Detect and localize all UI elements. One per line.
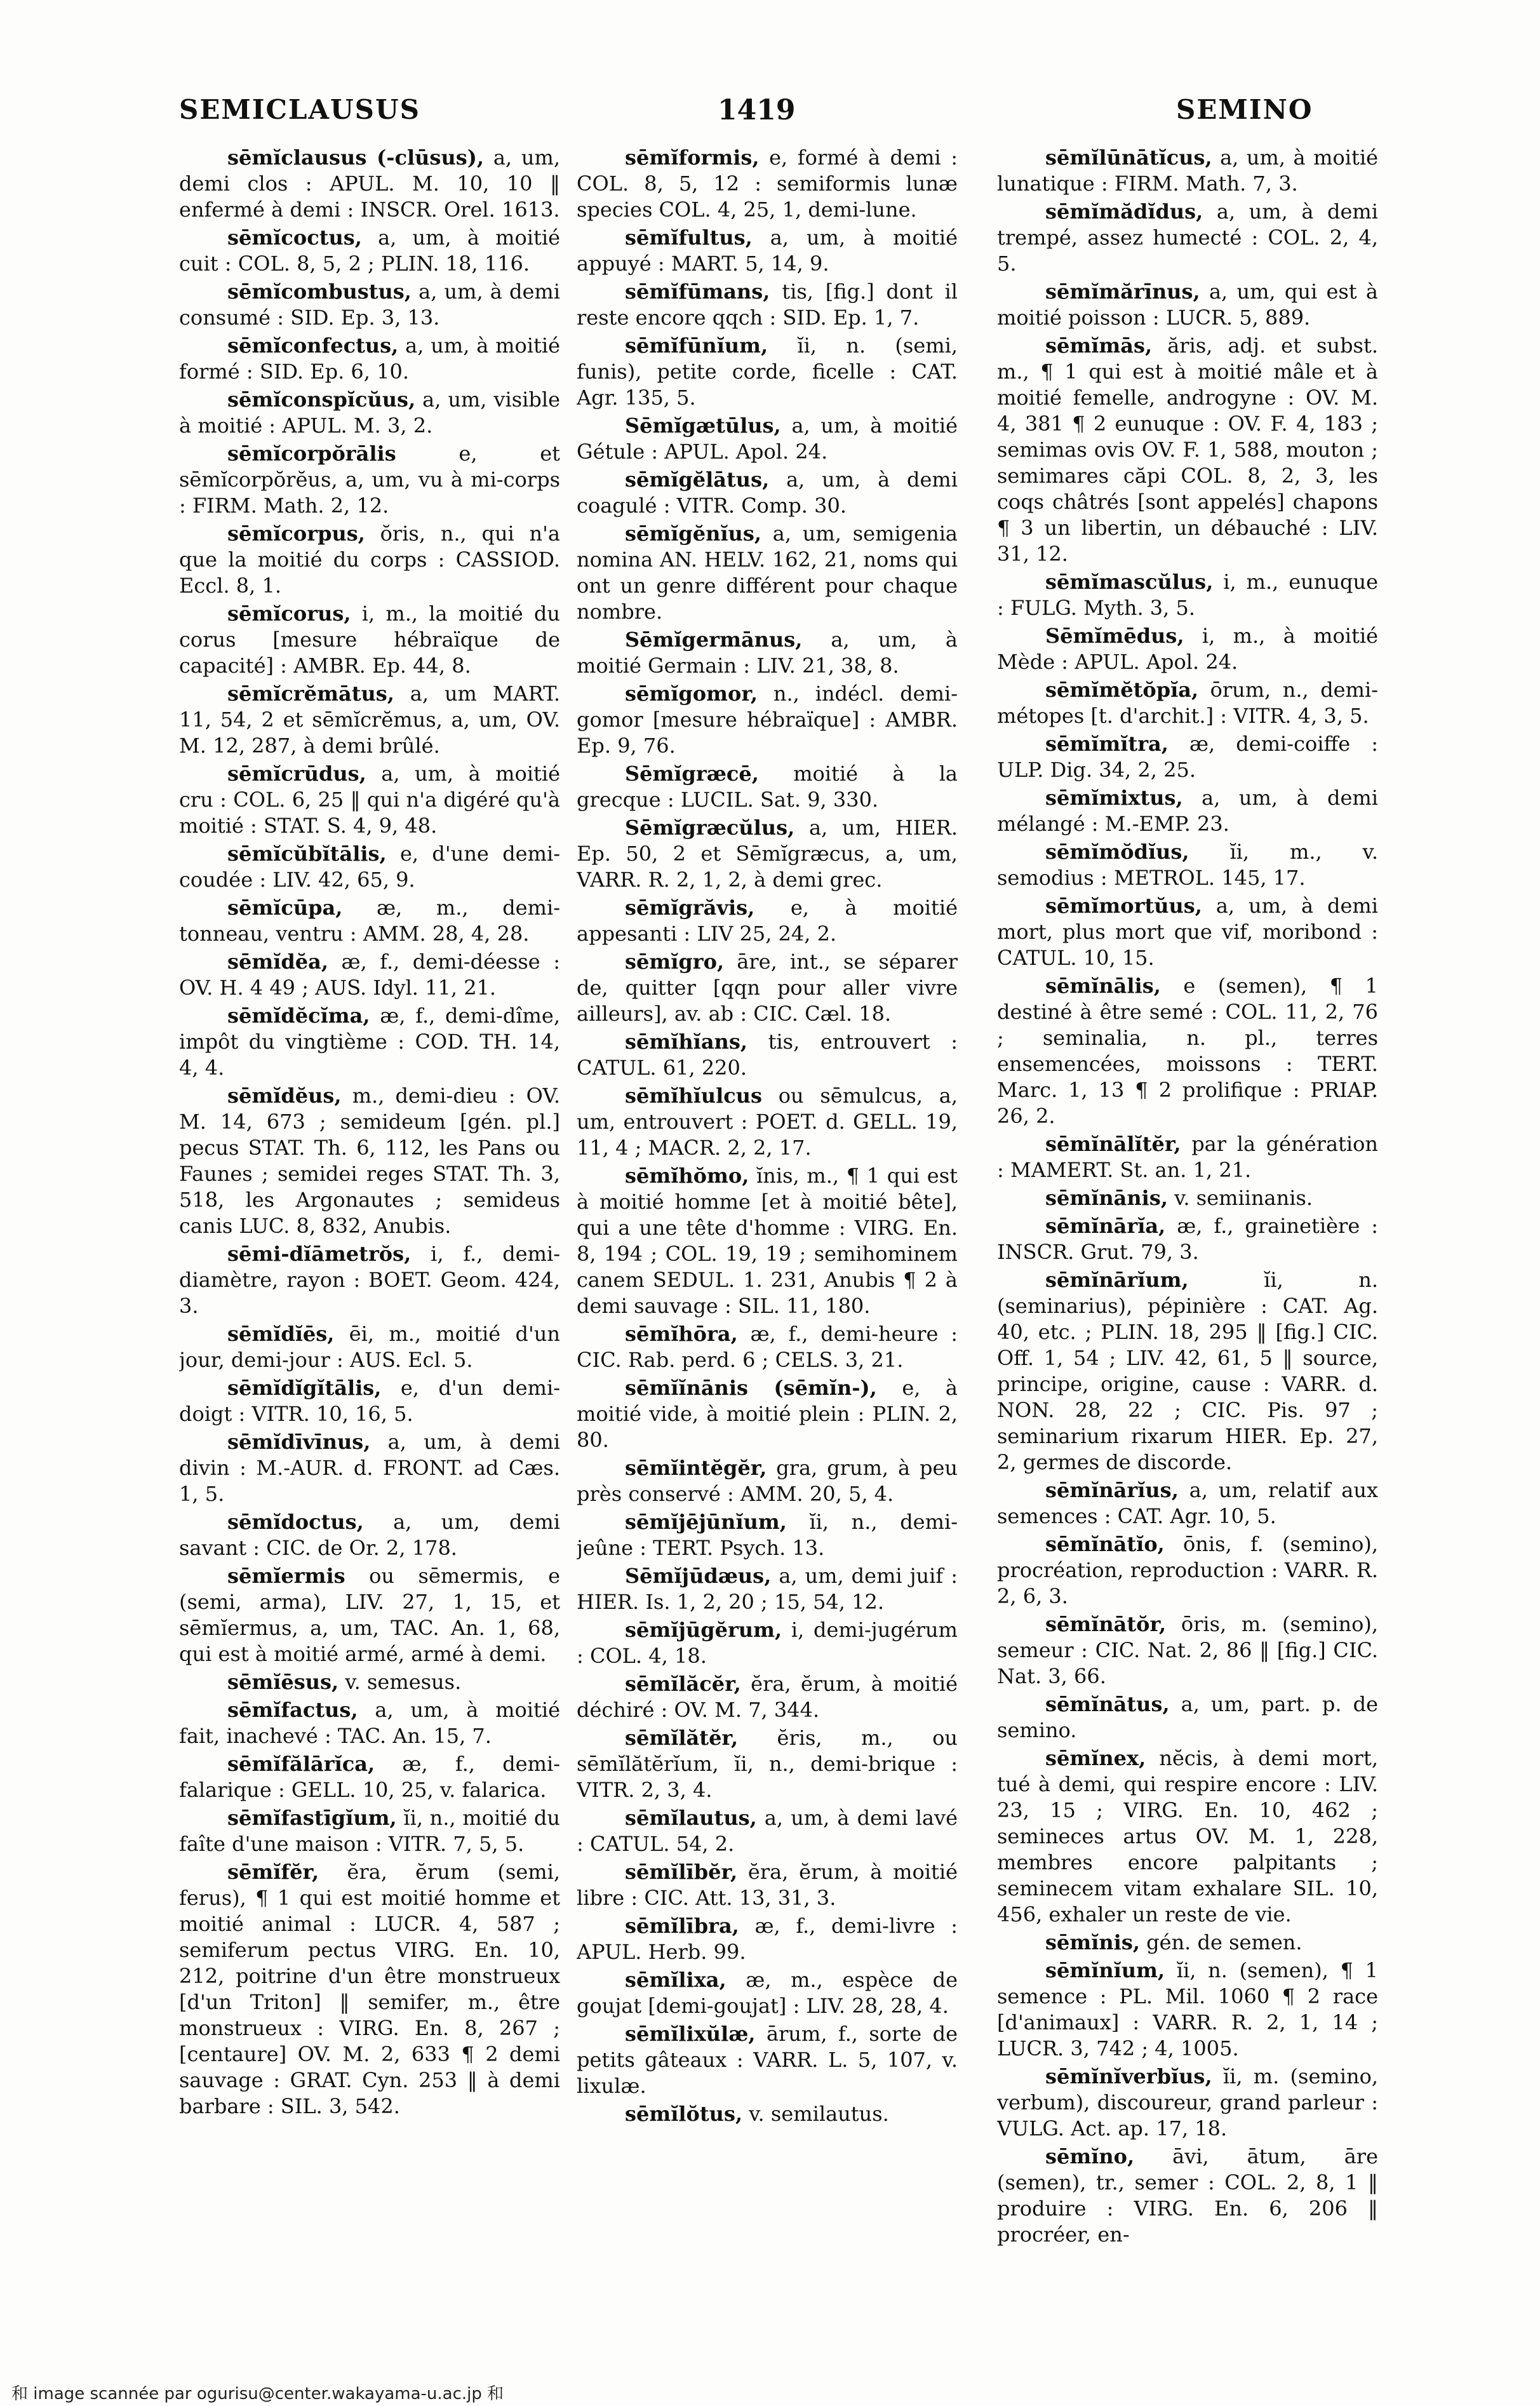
dictionary-entry bbox=[577, 413, 958, 465]
entry-definition: æ, demi-coiffe : ULP. Dig. 34, 2, 25. bbox=[997, 732, 1378, 782]
entry-definition: nĕcis, à demi mort, tué à demi, qui respire encore : LIV. 23, 15 ; VIRG. En. 10, 462 ; semineces artus OV. M. 1, 228, membres encore palpitants ; seminecem vitam exhalare SIL. 10, 456, exhaler un reste de vie. bbox=[997, 1746, 1378, 1926]
entry-headword: sēmĭfūnĭum, bbox=[625, 333, 768, 358]
dictionary-entry bbox=[179, 521, 560, 599]
entry-headword: Sēmĭmēdus, bbox=[1045, 624, 1184, 648]
entry-definition: moitié à la grecque : LUCIL. Sat. 9, 330. bbox=[577, 762, 958, 812]
entry-definition: ĕra, ĕrum (semi, ferus), ¶ 1 qui est moitié homme et moitié animal : LUCR. 4, 587 ; semiferum pectus VIRG. En. 10, 212, poitrine d'un être monstrueux [d'un Triton] ‖ semifer, m., être monstrueux : VIRG. En. 8, 267 ; [centaure] OV. M. 2, 633 ¶ 2 demi sauvage : GRAT. Cyn. 253 ‖ à demi barbare : SIL. 3, 542. bbox=[179, 1860, 560, 2118]
dictionary-entry bbox=[577, 2021, 958, 2099]
dictionary-entry bbox=[577, 1563, 958, 1615]
dictionary-entry bbox=[179, 1375, 560, 1427]
entry-headword: sēmĭmĕtŏpĭa, bbox=[1045, 678, 1199, 702]
dictionary-entry bbox=[577, 521, 958, 625]
entry-headword: Sēmĭgætūlus, bbox=[625, 413, 781, 438]
entry-headword: sēmĭconfectus, bbox=[227, 333, 399, 358]
entry-headword: sēmĭnex, bbox=[1045, 1746, 1146, 1770]
dictionary-entry bbox=[997, 333, 1378, 567]
entry-headword: sēmĭfastīgĭum, bbox=[227, 1806, 397, 1830]
dictionary-entry bbox=[577, 949, 958, 1027]
entry-headword: sēmĭcūpa, bbox=[227, 896, 343, 920]
entry-headword: sēmĭdĕcĭma, bbox=[227, 1004, 370, 1028]
entry-headword: sēmĭcorpŏrālis bbox=[227, 441, 396, 466]
entry-headword: sēmĭdĭgĭtālis, bbox=[227, 1376, 382, 1400]
entry-headword: sēmĭlixa, bbox=[625, 1968, 726, 1992]
dictionary-entry bbox=[577, 1805, 958, 1857]
entry-headword: sēmĭgrăvis, bbox=[625, 896, 755, 920]
entry-definition: e, d'une demi-coudée : LIV. 42, 65, 9. bbox=[179, 842, 560, 892]
entry-definition: i, demi-jugérum : COL. 4, 18. bbox=[577, 1618, 958, 1668]
dictionary-entry bbox=[179, 387, 560, 439]
entry-definition: v. semilautus. bbox=[749, 2102, 889, 2126]
entry-definition: a, um, visible à moitié : APUL. M. 3, 2. bbox=[179, 387, 560, 438]
dictionary-entry bbox=[179, 279, 560, 331]
entry-definition: āvi, ātum, āre (semen), tr., semer : COL. 2, 8, 1 ‖ produire : VIRG. En. 6, 206 ‖ procréer, en- bbox=[997, 2144, 1378, 2247]
entry-headword: sēmĭhĭans, bbox=[625, 1030, 747, 1054]
entry-definition: a, um, demi clos : APUL. M. 10, 10 ‖ enfermé à demi : INSCR. Orel. 1613. bbox=[179, 145, 560, 222]
dictionary-entry bbox=[997, 839, 1378, 891]
entry-headword: sēmĭdĕa, bbox=[227, 950, 328, 974]
dictionary-entry bbox=[179, 1805, 560, 1857]
entry-headword: sēmĭmixtus, bbox=[1045, 786, 1183, 810]
entry-headword: sēmĭcorus, bbox=[227, 602, 351, 626]
entry-definition: a, um, qui est à moitié poisson : LUCR. 5, 889. bbox=[997, 279, 1378, 330]
dictionary-entry bbox=[997, 973, 1378, 1129]
dictionary-entry bbox=[577, 225, 958, 277]
dictionary-entry bbox=[179, 841, 560, 893]
entry-definition: e, d'un demi-doigt : VITR. 10, 16, 5. bbox=[179, 1376, 560, 1426]
entry-definition: a, um, semigenia nomina AN. HELV. 162, 21, noms qui ont un genre différent pour chaque nombre. bbox=[577, 521, 958, 624]
dictionary-column-2 bbox=[577, 145, 958, 2330]
scan-credit: 和 image scannée par ogurisu@center.wakayama-u.ac.jp 和 bbox=[11, 2384, 504, 2403]
entry-headword: Sēmĭgræcŭlus, bbox=[625, 816, 795, 840]
entry-headword: sēmĭformis, bbox=[625, 145, 760, 170]
entry-headword: sēmĭnārĭus, bbox=[1045, 1478, 1179, 1502]
dictionary-entry bbox=[179, 1697, 560, 1749]
dictionary-entry bbox=[179, 761, 560, 839]
entry-headword: sēmĭlautus, bbox=[625, 1806, 757, 1830]
entry-definition: ŏris, n., qui n'a que la moitié du corps : CASSIOD. Eccl. 8, 1. bbox=[179, 521, 560, 598]
dictionary-entry bbox=[997, 1958, 1378, 2062]
dictionary-entry bbox=[179, 1429, 560, 1507]
entry-headword: sēmĭgro, bbox=[625, 950, 725, 974]
entry-definition: a, um, à moitié fait, inachevé : TAC. An. 15, 7. bbox=[179, 1698, 560, 1748]
entry-definition: a, um, à demi divin : M.-AUR. d. FRONT. ad Cæs. 1, 5. bbox=[179, 1430, 560, 1506]
dictionary-entry bbox=[577, 1671, 958, 1723]
entry-definition: ārum, f., sorte de petits gâteaux : VARR. L. 5, 107, v. lixulæ. bbox=[577, 2022, 958, 2098]
running-head-right: SEMINO bbox=[1176, 94, 1313, 125]
dictionary-entry bbox=[997, 1477, 1378, 1529]
entry-definition: a, um, à moitié appuyé : MART. 5, 14, 9. bbox=[577, 225, 958, 276]
dictionary-entry bbox=[179, 441, 560, 519]
entry-headword: sēmĭfĕr, bbox=[227, 1860, 319, 1884]
entry-headword: sēmĭhĭulcus bbox=[625, 1084, 762, 1108]
dictionary-entry bbox=[577, 1321, 958, 1373]
dictionary-entry bbox=[577, 1913, 958, 1965]
entry-headword: sēmĭfūmans, bbox=[625, 279, 770, 304]
dictionary-entry bbox=[179, 895, 560, 947]
entry-headword: sēmĭĭnānis (sēmĭn-), bbox=[625, 1376, 877, 1400]
entry-headword: sēmĭmortŭus, bbox=[1045, 894, 1202, 918]
entry-definition: ăris, adj. et subst. m., ¶ 1 qui est à moitié mâle et à moitié femelle, androgyne : OV. M. 4, 381 ¶ 2 eunuque : OV. F. 4, 183 ; semimas ovis OV. F. 1, 588, mouton ; semimares căpi COL. 8, 2, 3, les coqs châtrés [sont appelés] chapons ¶ 3 un libertin, un débauché : LIV. 31, 12. bbox=[997, 333, 1378, 566]
entry-definition: a, um, à demi coagulé : VITR. Comp. 30. bbox=[577, 467, 958, 518]
entry-definition: e, à moitié appesanti : LIV 25, 24, 2. bbox=[577, 896, 958, 946]
entry-headword: sēmĭdoctus, bbox=[227, 1510, 364, 1534]
entry-definition: æ, f., grainetière : INSCR. Grut. 79, 3. bbox=[997, 1214, 1378, 1264]
entry-definition: ōris, m. (semino), semeur : CIC. Nat. 2, 86 ‖ [fig.] CIC. Nat. 3, 66. bbox=[997, 1612, 1378, 1688]
dictionary-entry bbox=[179, 1003, 560, 1081]
entry-definition: i, m., à moitié Mède : APUL. Apol. 24. bbox=[997, 624, 1378, 674]
entry-headword: sēmĭcorpus, bbox=[227, 521, 365, 546]
dictionary-entry bbox=[577, 681, 958, 759]
entry-definition: a, um, à moitié Germain : LIV. 21, 38, 8. bbox=[577, 628, 958, 678]
entry-headword: sēmĭnātus, bbox=[1045, 1692, 1170, 1716]
entry-definition: gra, grum, à peu près conservé : AMM. 20, 5, 4. bbox=[577, 1456, 958, 1506]
entry-definition: ĭi, m. (semino, verbum), discoureur, grand parleur : VULG. Act. ap. 17, 18. bbox=[997, 2064, 1378, 2141]
entry-definition: v. semiinanis. bbox=[1174, 1186, 1313, 1210]
entry-headword: Sēmĭjūdæus, bbox=[625, 1564, 772, 1588]
dictionary-entry bbox=[577, 627, 958, 679]
dictionary-entry bbox=[577, 279, 958, 331]
entry-definition: a, um, à moitié cuit : COL. 8, 5, 2 ; PLIN. 18, 116. bbox=[179, 225, 560, 276]
entry-definition: a, um, à moitié lunatique : FIRM. Math. 7, 3. bbox=[997, 145, 1378, 196]
dictionary-entry bbox=[997, 145, 1378, 197]
entry-definition: e (semen), ¶ 1 destiné à être semé : COL. 11, 2, 76 ; seminalia, n. pl., terres ensemencées, moissons : TERT. Marc. 1, 13 ¶ 2 prolifique : PRIAP. 26, 2. bbox=[997, 974, 1378, 1128]
entry-headword: sēmĭnālis, bbox=[1045, 974, 1161, 998]
dictionary-entry bbox=[577, 2101, 958, 2127]
entry-definition: āre, int., se séparer de, quitter [qqn pour aller vivre ailleurs], av. ab : CIC. Cæl. 18. bbox=[577, 950, 958, 1026]
entry-definition: tis, [fig.] dont il reste encore qqch : SID. Ep. 1, 7. bbox=[577, 279, 958, 330]
entry-headword: sēmĭdĭēs, bbox=[227, 1322, 335, 1346]
entry-definition: æ, f., demi-livre : APUL. Herb. 99. bbox=[577, 1914, 958, 1964]
entry-headword: sēmĭnālĭtĕr, bbox=[1045, 1132, 1181, 1156]
entry-headword: sēmĭmădĭdus, bbox=[1045, 199, 1203, 224]
dictionary-entry bbox=[577, 1455, 958, 1507]
dictionary-entry bbox=[577, 1617, 958, 1669]
entry-headword: sēmĭcoctus, bbox=[227, 225, 362, 250]
dictionary-entry bbox=[577, 1029, 958, 1081]
entry-headword: sēmĭlūnātĭcus, bbox=[1045, 145, 1212, 170]
entry-headword: sēmĭmărīnus, bbox=[1045, 279, 1200, 304]
entry-headword: sēmĭgĕnĭus, bbox=[625, 521, 761, 546]
dictionary-entry bbox=[997, 279, 1378, 331]
entry-headword: sēmĭclausus (-clūsus), bbox=[227, 145, 485, 170]
entry-headword: sēmĭhōra, bbox=[625, 1322, 738, 1346]
entry-definition: ĕra, ĕrum, à moitié déchiré : OV. M. 7, 344. bbox=[577, 1672, 958, 1722]
entry-headword: sēmĭnĭverbĭus, bbox=[1045, 2064, 1212, 2088]
dictionary-entry bbox=[997, 1531, 1378, 1610]
entry-headword: sēmĭlătĕr, bbox=[625, 1726, 739, 1750]
dictionary-column-1 bbox=[179, 145, 560, 2330]
entry-headword: sēmĭcrūdus, bbox=[227, 762, 366, 786]
entry-headword: sēmĭcrĕmātus, bbox=[227, 682, 394, 706]
entry-definition: ĭi, n. (seminarius), pépinière : CAT. Ag. 40, etc. ; PLIN. 18, 295 ‖ [fig.] CIC. Off. 1, 54 ; LIV. 42, 61, 5 ‖ source, principe, origine, cause : VARR. d. NON. 28, 22 ; CIC. Pis. 97 ; seminarium rixarum HIER. Ep. 27, 2, germes de discorde. bbox=[997, 1268, 1378, 1474]
entry-definition: ĕris, m., ou sēmĭlătĕrĭum, ĭi, n., demi-brique : VITR. 2, 3, 4. bbox=[577, 1726, 958, 1802]
entry-headword: sēmĭlixŭlæ, bbox=[625, 2022, 756, 2046]
entry-definition: a, um, à demi consumé : SID. Ep. 3, 13. bbox=[179, 279, 560, 330]
entry-headword: sēmĭcombustus, bbox=[227, 279, 412, 304]
entry-definition: i, m., la moitié du corus [mesure hébraïque de capacité] : AMBR. Ep. 44, 8. bbox=[179, 602, 560, 678]
entry-definition: æ, f., demi-dîme, impôt du vingtième : COD. TH. 14, 4, 4. bbox=[179, 1004, 560, 1080]
entry-headword: sēmĭcŭbĭtālis, bbox=[227, 842, 387, 866]
entry-definition: a, um, part. p. de semino. bbox=[997, 1692, 1378, 1742]
dictionary-entry bbox=[179, 949, 560, 1001]
entry-definition: ĭi, n. (semen), ¶ 1 semence : PL. Mil. 1060 ¶ 2 race [d'animaux] : VARR. R. 2, 1, 14 ; LUCR. 3, 742 ; 4, 1005. bbox=[997, 1958, 1378, 2060]
dictionary-entry bbox=[997, 1267, 1378, 1475]
entry-headword: sēmĭgĕlātus, bbox=[625, 467, 770, 492]
entry-definition: a, um, à demi mélangé : M.-EMP. 23. bbox=[997, 786, 1378, 836]
entry-definition: ou sēmulcus, a, um, entrouvert : POET. d. GELL. 19, 11, 4 ; MACR. 2, 2, 17. bbox=[577, 1084, 958, 1160]
entry-headword: sēmĭno, bbox=[1045, 2144, 1135, 2168]
dictionary-entry bbox=[577, 761, 958, 813]
entry-definition: ēi, m., moitié d'un jour, demi-jour : AUS. Ecl. 5. bbox=[179, 1322, 560, 1372]
dictionary-entry bbox=[997, 785, 1378, 837]
dictionary-entry bbox=[577, 1163, 958, 1319]
dictionary-entry bbox=[577, 1083, 958, 1161]
entry-definition: a, um, relatif aux semences : CAT. Agr. 10, 5. bbox=[997, 1478, 1378, 1528]
entry-definition: a, um MART. 11, 54, 2 et sēmĭcrĕmus, a, um, OV. M. 12, 287, à demi brûlé. bbox=[179, 682, 560, 758]
entry-definition: a, um, demi juif : HIER. Is. 1, 2, 20 ; 15, 54, 12. bbox=[577, 1564, 958, 1614]
page-header bbox=[0, 0, 1540, 146]
entry-definition: e, et sēmĭcorpŏrĕus, a, um, vu à mi-corps : FIRM. Math. 2, 12. bbox=[179, 441, 560, 518]
entry-headword: sēmĭnātŏr, bbox=[1045, 1612, 1167, 1636]
dictionary-entry bbox=[179, 333, 560, 385]
entry-headword: Sēmĭgræcē, bbox=[625, 762, 759, 786]
entry-headword: sēmĭintĕgĕr, bbox=[625, 1456, 767, 1480]
entry-headword: sēmĭmĭtra, bbox=[1045, 732, 1168, 756]
entry-definition: ĭi, m., v. semodius : METROL. 145, 17. bbox=[997, 840, 1378, 890]
entry-definition: i, m., eunuque : FULG. Myth. 3, 5. bbox=[997, 570, 1378, 620]
entry-headword: sēmĭnārĭa, bbox=[1045, 1214, 1166, 1238]
entry-headword: sēmĭmascŭlus, bbox=[1045, 570, 1214, 594]
dictionary-entry bbox=[577, 467, 958, 519]
entry-definition: æ, f., demi-falarique : GELL. 10, 25, v. falarica. bbox=[179, 1752, 560, 1802]
entry-definition: a, um, à demi lavé : CATUL. 54, 2. bbox=[577, 1806, 958, 1856]
entry-headword: sēmĭnānis, bbox=[1045, 1186, 1168, 1210]
dictionary-column-3 bbox=[997, 145, 1378, 2330]
entry-headword: sēmĭlībra, bbox=[625, 1914, 739, 1938]
entry-headword: sēmĭdīvīnus, bbox=[227, 1430, 371, 1454]
entry-definition: a, um, à moitié Gétule : APUL. Apol. 24. bbox=[577, 413, 958, 464]
entry-headword: sēmĭnĭum, bbox=[1045, 1958, 1165, 1982]
entry-definition: æ, f., demi-déesse : OV. H. 4 49 ; AUS. Idyl. 11, 21. bbox=[179, 950, 560, 1000]
entry-definition: i, f., demi-diamètre, rayon : BOET. Geom. 424, 3. bbox=[179, 1242, 560, 1318]
entry-headword: sēmĭēsus, bbox=[227, 1670, 339, 1694]
entry-headword: sēmĭnātĭo, bbox=[1045, 1532, 1165, 1556]
dictionary-entry bbox=[997, 2144, 1378, 2248]
dictionary-entry bbox=[997, 569, 1378, 621]
dictionary-entry bbox=[997, 1131, 1378, 1183]
entry-headword: sēmĭdĕus, bbox=[227, 1084, 342, 1108]
page-number: 1419 bbox=[718, 94, 796, 126]
dictionary-entry bbox=[997, 731, 1378, 783]
dictionary-entry bbox=[997, 1930, 1378, 1956]
entry-definition: gén. de semen. bbox=[1146, 1930, 1302, 1954]
dictionary-entry bbox=[577, 1375, 958, 1453]
dictionary-entry bbox=[997, 1691, 1378, 1744]
dictionary-entry bbox=[577, 815, 958, 893]
entry-headword: sēmĭfultus, bbox=[625, 225, 753, 250]
entry-definition: v. semesus. bbox=[345, 1670, 462, 1694]
entry-definition: a, um, demi savant : CIC. de Or. 2, 178. bbox=[179, 1510, 560, 1560]
entry-headword: Sēmĭgermānus, bbox=[625, 628, 803, 652]
entry-definition: a, um, à moitié cru : COL. 6, 25 ‖ qui n'a digéré qu'à moitié : STAT. S. 4, 9, 48. bbox=[179, 762, 560, 838]
entry-definition: ĭi, n. (semi, funis), petite corde, ficelle : CAT. Agr. 135, 5. bbox=[577, 333, 958, 410]
dictionary-entry bbox=[179, 681, 560, 759]
entry-definition: æ, m., espèce de goujat [demi-goujat] : LIV. 28, 28, 4. bbox=[577, 1968, 958, 2018]
dictionary-entry bbox=[997, 1185, 1378, 1211]
entry-definition: ĭi, n., moitié du faîte d'une maison : VITR. 7, 5, 5. bbox=[179, 1806, 560, 1856]
dictionary-entry bbox=[179, 1669, 560, 1695]
entry-headword: sēmi-dĭāmetrŏs, bbox=[227, 1242, 412, 1266]
dictionary-entry bbox=[179, 1241, 560, 1319]
dictionary-entry bbox=[997, 1213, 1378, 1265]
dictionary-entry bbox=[577, 895, 958, 947]
entry-definition: ōrum, n., demi-métopes [t. d'archit.] : VITR. 4, 3, 5. bbox=[997, 678, 1378, 728]
entry-definition: ĭnis, m., ¶ 1 qui est à moitié homme [et à moitié bête], qui a une tête d'homme : VIRG. En. 8, 194 ; COL. 19, 19 ; semihominem canem SEDUL. 1. 231, Anubis ¶ 2 à demi sauvage : SIL. 11, 180. bbox=[577, 1164, 958, 1318]
dictionary-entry bbox=[179, 1509, 560, 1561]
entry-headword: sēmĭlībĕr, bbox=[625, 1860, 738, 1884]
dictionary-entry bbox=[577, 1509, 958, 1561]
dictionary-entry bbox=[997, 893, 1378, 971]
entry-headword: sēmĭermis bbox=[227, 1564, 345, 1588]
dictionary-entry bbox=[179, 1083, 560, 1239]
entry-definition: a, um, à demi trempé, assez humecté : COL. 2, 4, 5. bbox=[997, 199, 1378, 276]
entry-headword: sēmĭconspĭcŭus, bbox=[227, 387, 416, 412]
dictionary-entry bbox=[179, 1751, 560, 1803]
entry-definition: a, um, HIER. Ep. 50, 2 et Sēmĭgræcus, a, um, VARR. R. 2, 1, 2, à demi grec. bbox=[577, 816, 958, 892]
dictionary-entry bbox=[997, 1745, 1378, 1928]
entry-headword: sēmĭmās, bbox=[1045, 333, 1153, 358]
entry-headword: sēmĭjūgĕrum, bbox=[625, 1618, 782, 1642]
dictionary-entry bbox=[577, 333, 958, 411]
dictionary-entry bbox=[179, 145, 560, 223]
entry-definition: par la génération : MAMERT. St. an. 1, 21. bbox=[997, 1132, 1378, 1182]
entry-headword: sēmĭgomor, bbox=[625, 682, 758, 706]
dictionary-entry bbox=[997, 1611, 1378, 1690]
entry-headword: sēmĭjējūnĭum, bbox=[625, 1510, 787, 1534]
entry-headword: sēmĭfactus, bbox=[227, 1698, 358, 1722]
dictionary-entry bbox=[997, 623, 1378, 675]
entry-definition: a, um, à moitié formé : SID. Ep. 6, 10. bbox=[179, 333, 560, 384]
entry-definition: a, um, à demi mort, plus mort que vif, moribond : CATUL. 10, 15. bbox=[997, 894, 1378, 970]
dictionary-entry bbox=[577, 1967, 958, 2019]
entry-definition: e, formé à demi : COL. 8, 5, 12 : semiformis lunæ species COL. 4, 25, 1, demi-lune. bbox=[577, 145, 958, 222]
entry-headword: sēmĭlŏtus, bbox=[625, 2102, 743, 2126]
entry-headword: sēmĭmŏdĭus, bbox=[1045, 840, 1189, 864]
entry-definition: æ, m., demi-tonneau, ventru : AMM. 28, 4, 28. bbox=[179, 896, 560, 946]
entry-definition: ĭi, n., demi-jeûne : TERT. Psych. 13. bbox=[577, 1510, 958, 1560]
entry-definition: ōnis, f. (semino), procréation, reproduction : VARR. R. 2, 6, 3. bbox=[997, 1532, 1378, 1608]
entry-headword: sēmĭhŏmo, bbox=[625, 1164, 749, 1188]
dictionary-entry bbox=[997, 2064, 1378, 2142]
entry-definition: ĕra, ĕrum, à moitié libre : CIC. Att. 13, 31, 3. bbox=[577, 1860, 958, 1910]
entry-definition: ou sēmermis, e (semi, arma), LIV. 27, 1, 15, et sēmĭermus, a, um, TAC. An. 1, 68, qui est à moitié armé, armé à demi. bbox=[179, 1564, 560, 1666]
entry-headword: sēmĭnis, bbox=[1045, 1930, 1140, 1954]
entry-definition: m., demi-dieu : OV. M. 14, 673 ; semideum [gén. pl.] pecus STAT. Th. 6, 112, les Pans ou Faunes ; semidei reges STAT. Th. 3, 518, les Argonautes ; semideus canis LUC. 8, 832, Anubis. bbox=[179, 1084, 560, 1238]
dictionary-entry bbox=[997, 199, 1378, 277]
entry-headword: sēmĭnārĭum, bbox=[1045, 1268, 1189, 1292]
entry-definition: tis, entrouvert : CATUL. 61, 220. bbox=[577, 1030, 958, 1080]
dictionary-entry bbox=[577, 145, 958, 223]
dictionary-entry bbox=[179, 1859, 560, 2120]
dictionary-entry bbox=[179, 1321, 560, 1373]
running-head-left: SEMICLAUSUS bbox=[179, 94, 420, 125]
dictionary-entry bbox=[179, 601, 560, 679]
dictionary-entry bbox=[179, 225, 560, 277]
entry-definition: n., indécl. demi-gomor [mesure hébraïque] : AMBR. Ep. 9, 76. bbox=[577, 682, 958, 758]
dictionary-entry bbox=[179, 1563, 560, 1667]
dictionary-entry bbox=[577, 1725, 958, 1803]
entry-definition: æ, f., demi-heure : CIC. Rab. perd. 6 ; CELS. 3, 21. bbox=[577, 1322, 958, 1372]
dictionary-entry bbox=[997, 677, 1378, 729]
entry-headword: sēmĭlăcĕr, bbox=[625, 1672, 741, 1696]
dictionary-entry bbox=[577, 1859, 958, 1911]
entry-definition: e, à moitié vide, à moitié plein : PLIN. 2, 80. bbox=[577, 1376, 958, 1452]
entry-headword: sēmĭfălārĭca, bbox=[227, 1752, 375, 1776]
